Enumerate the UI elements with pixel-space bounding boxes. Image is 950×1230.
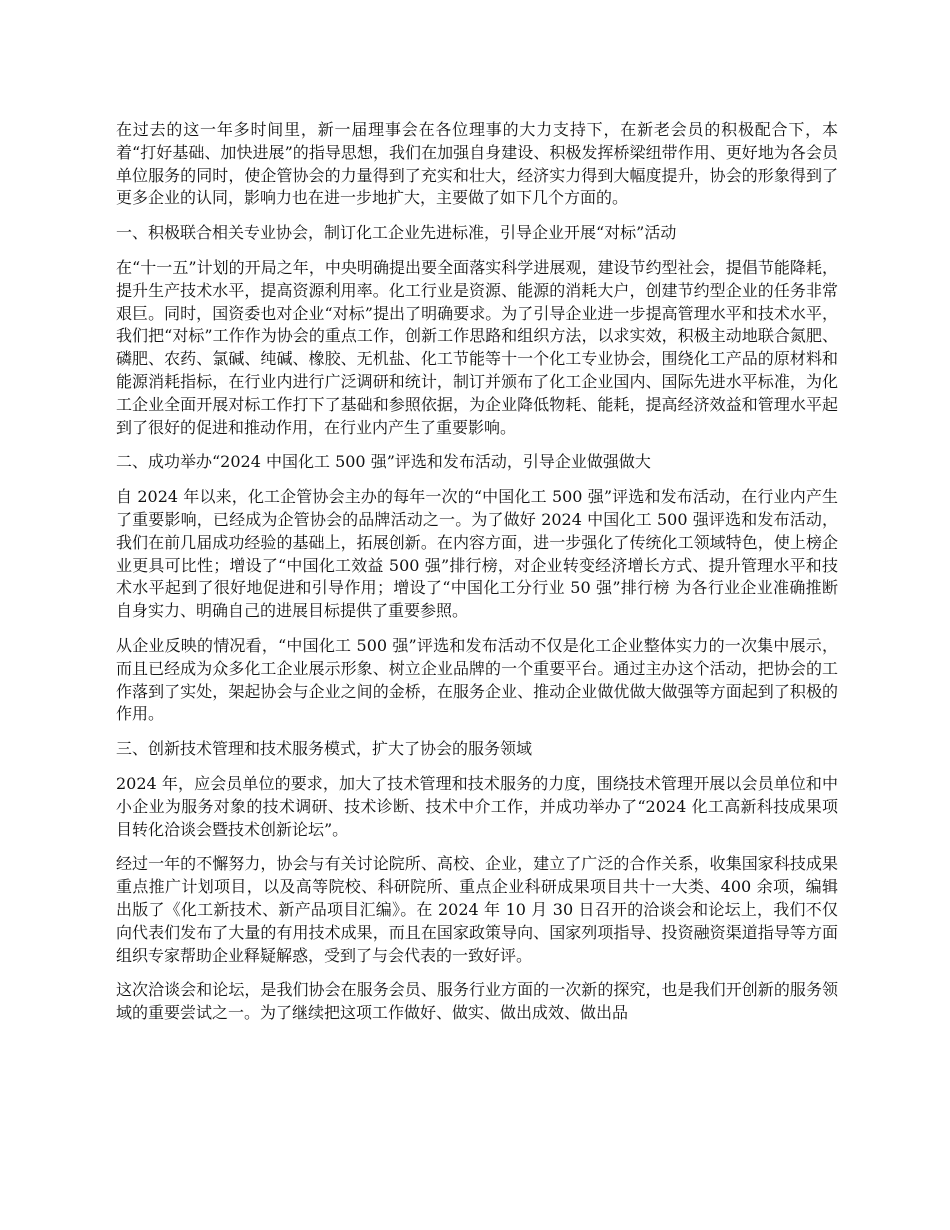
section-3-paragraph-2: 经过一年的不懈努力，协会与有关讨论院所、高校、企业，建立了广泛的合作关系，收集国家科技成果重点推广计划项目，以及高等院校、科研院所、重点企业科研成果项目共十一大类、400 余项，编辑出版了《化工新技术、新产品项目汇编》。在 2024 年 10 月 30 日召开的洽谈会和论坛上，我们不仅向代表们发布了大量的有用技术成果，而且在国家政策导向、国家列项指导、投资融资渠道指导等方面组织专家帮助企业释疑解惑，受到了与会代表的一致好评。	[116, 854, 838, 965]
section-heading-3: 三、创新技术管理和技术服务模式，扩大了协会的服务领域	[116, 739, 533, 759]
section-heading-2: 二、成功举办“2024 中国化工 500 强”评选和发布活动，引导企业做强做大	[116, 452, 651, 472]
document-body	[116, 119, 838, 1037]
section-2-paragraph-1: 自 2024 年以来，化工企管协会主办的每年一次的“中国化工 500 强”评选和发布活动，在行业内产生了重要影响，已经成为企管协会的品牌活动之一。为了做好 2024 中国化工 500 强评选和发布活动，我们在前几届成功经验的基础上，拓展创新。在内容方面，进一步强化了传统化工领域特色，使上榜企业更具可比性；增设了“中国化工效益 500 强”排行榜，对企业转变经济增长方式、提升管理水平和技术水平起到了很好地促进和引导作用；增设了“中国化工分行业 50 强”排行榜 为各行业企业准确推断自身实力、明确自己的进展目标提供了重要参照。	[116, 487, 838, 621]
intro-paragraph: 在过去的这一年多时间里，新一届理事会在各位理事的大力支持下，在新老会员的积极配合下，本着“打好基础、加快进展”的指导思想，我们在加强自身建设、积极发挥桥梁纽带作用、更好地为各会员单位服务的同时，使企管协会的力量得到了充实和壮大，经济实力得到大幅度提升，协会的形象得到了更多企业的认同，影响力也在进一步地扩大，主要做了如下几个方面的。	[116, 120, 838, 208]
section-1-paragraph: 在“十一五”计划的开局之年，中央明确提出要全面落实科学进展观，建设节约型社会，提倡节能降耗，提升生产技术水平，提高资源利用率。化工行业是资源、能源的消耗大户，创建节约型企业的任务非常艰巨。同时，国资委也对企业“对标”提出了明确要求。为了引导企业进一步提高管理水平和技术水平，我们把“对标”工作作为协会的重点工作，创新工作思路和组织方法，以求实效，积极主动地联合氮肥、磷肥、农药、氯碱、纯碱、橡胶、无机盐、化工节能等十一个化工专业协会，围绕化工产品的原材料和能源消耗指标，在行业内进行广泛调研和统计，制订并颁布了化工企业国内、国际先进水平标准，为化工企业全面开展对标工作打下了基础和参照依据，为企业降低物耗、能耗，提高经济效益和管理水平起到了很好的促进和推动作用，在行业内产生了重要影响。	[116, 257, 838, 437]
section-3-paragraph-3: 这次洽谈会和论坛，是我们协会在服务会员、服务行业方面的一次新的探究，也是我们开创新的服务领域的重要尝试之一。为了继续把这项工作做好、做实、做出成效、做出品	[116, 980, 838, 1023]
section-2-paragraph-2: 从企业反映的情况看，“中国化工 500 强”评选和发布活动不仅是化工企业整体实力的一次集中展示，而且已经成为众多化工企业展示形象、树立企业品牌的一个重要平台。通过主办这个活动，把协会的工作落到了实处，架起协会与企业之间的金桥，在服务企业、推动企业做优做大做强等方面起到了积极的作用。	[116, 635, 838, 724]
section-3-paragraph-1: 2024 年，应会员单位的要求，加大了技术管理和技术服务的力度，围绕技术管理开展以会员单位和中小企业为服务对象的技术调研、技术诊断、技术中介工作，并成功举办了“2024 化工高新科技成果项目转化洽谈会暨技术创新论坛”。	[116, 773, 838, 839]
section-heading-1: 一、积极联合相关专业协会，制订化工企业先进标准，引导企业开展“对标”活动	[116, 223, 677, 243]
